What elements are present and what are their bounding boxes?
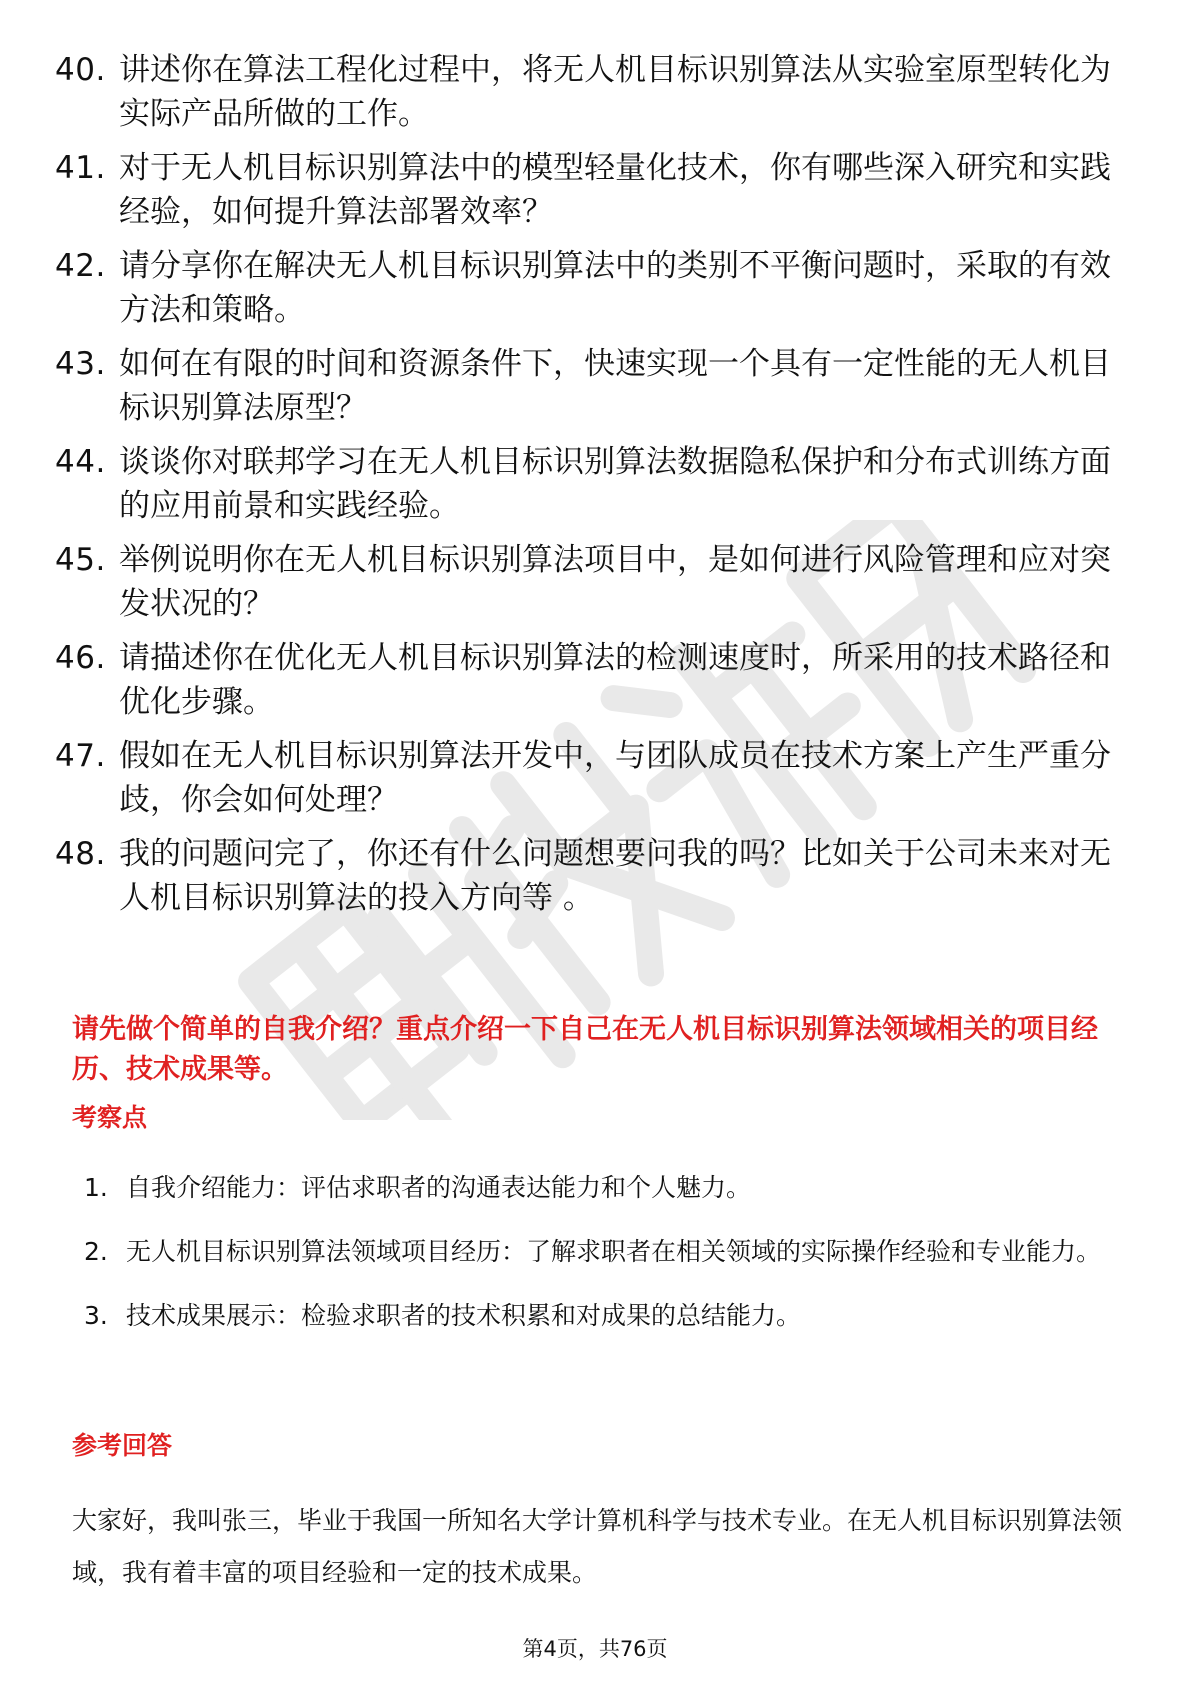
question-number: 47. (55, 738, 106, 774)
point-text: 技术成果展示：检验求职者的技术积累和对成果的总结能力。 (126, 1301, 802, 1330)
question-list (55, 48, 1135, 930)
points-heading: 考察点 (72, 1103, 148, 1132)
question-number: 46. (55, 640, 106, 676)
question-text: 假如在无人机目标识别算法开发中，与团队成员在技术方案上产生严重分歧，你会如何处理？ (119, 738, 1111, 818)
question-text: 举例说明你在无人机目标识别算法项目中，是如何进行风险管理和应对突发状况的？ (119, 542, 1111, 622)
question-item (55, 342, 1135, 430)
answer-heading: 参考回答 (72, 1431, 173, 1460)
question-item (55, 440, 1135, 528)
question-text: 对于无人机目标识别算法中的模型轻量化技术，你有哪些深入研究和实践经验，如何提升算法部署效率？ (119, 150, 1111, 230)
assessment-point (84, 1162, 1124, 1214)
question-number: 40. (55, 52, 106, 88)
point-number: 2. (84, 1237, 108, 1266)
assessment-points-list (84, 1162, 1124, 1354)
question-item (55, 734, 1135, 822)
point-text: 无人机目标识别算法领域项目经历：了解求职者在相关领域的实际操作经验和专业能力。 (126, 1237, 1102, 1266)
question-text: 我的问题问完了，你还有什么问题想要问我的吗？比如关于公司未来对无人机目标识别算法的投入方向等 。 (119, 836, 1111, 916)
question-item (55, 146, 1135, 234)
section-question: 请先做个简单的自我介绍？重点介绍一下自己在无人机目标识别算法领域相关的项目经历、技术成果等。 (72, 1014, 1098, 1085)
question-item (55, 244, 1135, 332)
question-item (55, 636, 1135, 724)
question-text: 谈谈你对联邦学习在无人机目标识别算法数据隐私保护和分布式训练方面的应用前景和实践经验。 (119, 444, 1111, 524)
assessment-point (84, 1290, 1124, 1342)
question-item (55, 832, 1135, 920)
point-number: 1. (84, 1173, 108, 1202)
question-number: 42. (55, 248, 106, 284)
question-item (55, 538, 1135, 626)
page-footer: 第4页，共76页 (522, 1637, 668, 1661)
question-text: 如何在有限的时间和资源条件下，快速实现一个具有一定性能的无人机目标识别算法原型？ (119, 346, 1111, 426)
question-number: 41. (55, 150, 106, 186)
question-item (55, 48, 1135, 136)
question-number: 48. (55, 836, 106, 872)
point-text: 自我介绍能力：评估求职者的沟通表达能力和个人魅力。 (126, 1173, 752, 1202)
answer-paragraph: 大家好，我叫张三，毕业于我国一所知名大学计算机科学与技术专业。在无人机目标识别算法领域，我有着丰富的项目经验和一定的技术成果。 (72, 1506, 1123, 1587)
question-number: 43. (55, 346, 106, 382)
question-text: 请描述你在优化无人机目标识别算法的检测速度时，所采用的技术路径和优化步骤。 (119, 640, 1111, 720)
question-number: 44. (55, 444, 106, 480)
question-text: 请分享你在解决无人机目标识别算法中的类别不平衡问题时，采取的有效方法和策略。 (119, 248, 1111, 328)
point-number: 3. (84, 1301, 108, 1330)
assessment-point (84, 1226, 1124, 1278)
question-number: 45. (55, 542, 106, 578)
question-text: 讲述你在算法工程化过程中，将无人机目标识别算法从实验室原型转化为实际产品所做的工作。 (119, 52, 1111, 132)
